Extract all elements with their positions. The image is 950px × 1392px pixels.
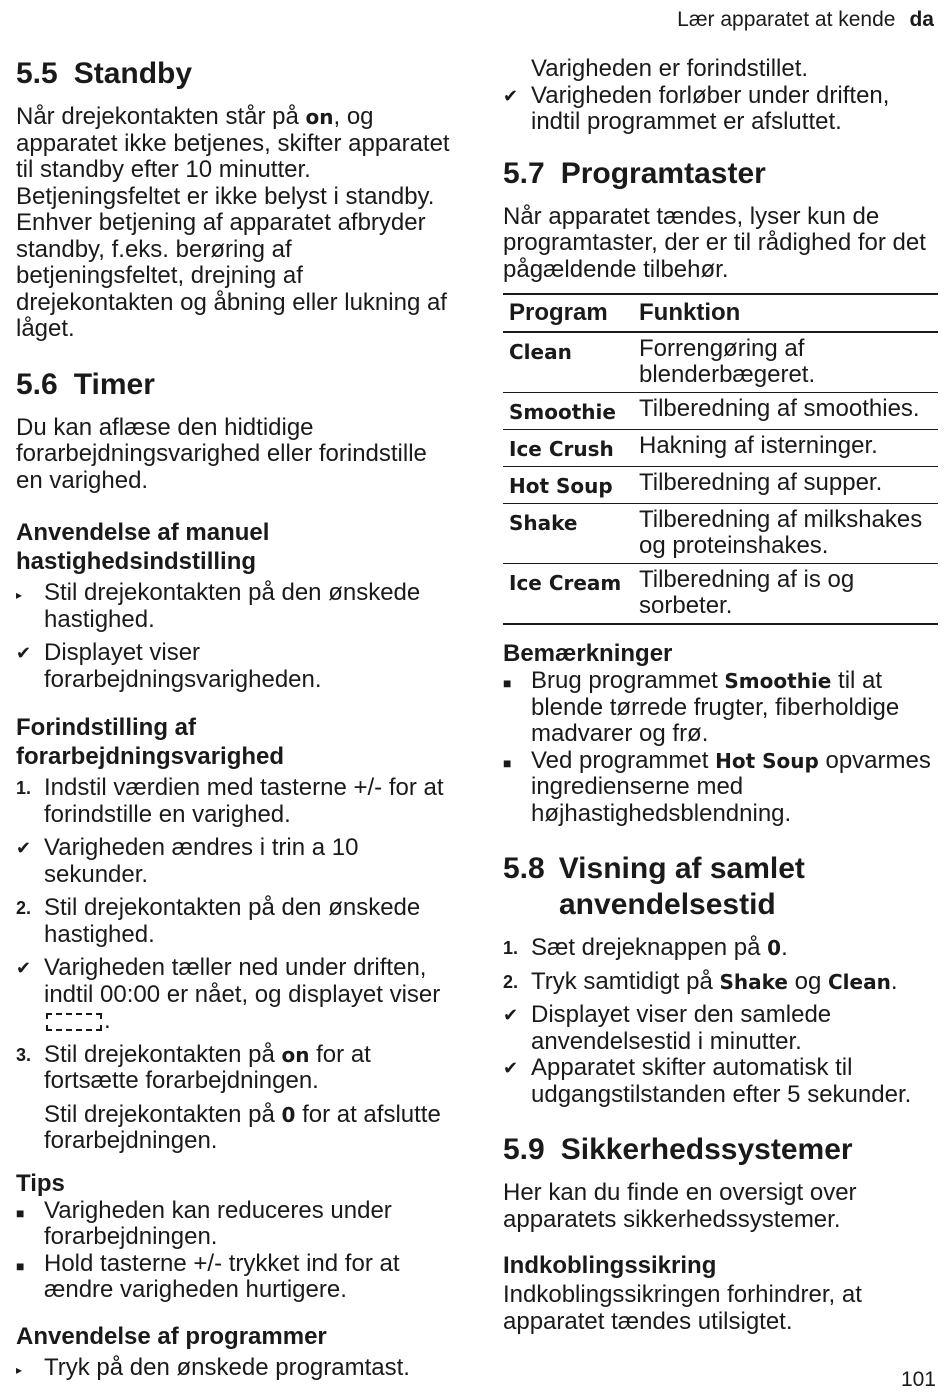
list-item: 2. Stil drejekontakten på den ønskede hastighed. — [16, 894, 421, 948]
list-item: ■ Hold tasterne +/- trykket ind for at ændre varigheden hurtigere. — [16, 1249, 400, 1303]
check-icon: ✔ — [16, 643, 32, 663]
power-on-lock-body: Indkoblingssikringen forhindrer, at apparatet tændes utilsigtet. — [503, 1281, 862, 1335]
bullet-icon: ■ — [16, 1257, 25, 1274]
bullet-icon: ■ — [503, 675, 512, 691]
preset-duration-heading: Forindstilling af forarbejdningsvarighed — [16, 714, 285, 770]
column-header-function: Funktion — [633, 294, 938, 332]
step-marker-icon: ▸ — [16, 588, 23, 602]
section-5-7-intro: Når apparatet tændes, lyser kun de programtaster, der er til rådighed for det pågældende tilbehør. — [503, 202, 926, 283]
table-row: Hot Soup Tilberedning af supper. — [503, 467, 938, 504]
page-header — [677, 8, 934, 32]
list-item: ■ Varigheden kan reduceres under forarbejdningen. — [16, 1196, 392, 1250]
list-item: ■ Ved programmet Hot Soup opvarmes ingredienserne med højhastighedsblendning. — [503, 746, 931, 827]
header-section-title: Lær apparatet at kende — [677, 8, 896, 31]
section-5-9-intro: Her kan du finde en oversigt over apparatets sikkerhedssystemer. — [503, 1179, 857, 1233]
header-language-code: da — [909, 8, 934, 31]
list-item: ✔ Varigheden tæller ned under driften, indtil 00:00 er nået, og displayet viser . — [16, 954, 441, 1034]
table-row: Shake Tilberedning af milkshakes og proteinshakes. — [503, 504, 938, 564]
table-row: Clean Forrengøring af blenderbægeret. — [503, 332, 938, 393]
column-header-program: Program — [503, 294, 633, 332]
list-item: 3. Stil drejekontakten på on for at fortsætte forarbejdningen. Stil drejekontakten på 0 for at afslutte forarbejdningen. — [16, 1040, 441, 1154]
list-item: ✔ Varigheden forløber under driften, indtil programmet er afsluttet. — [503, 81, 890, 135]
notes-heading: Bemærkninger — [503, 640, 673, 667]
list-item: ▸ Tryk på den ønskede programtast. — [16, 1355, 452, 1382]
section-5-7-heading: 5.7 Programtaster — [503, 156, 766, 190]
list-item: 2. Tryk samtidigt på Shake og Clean. — [503, 967, 898, 995]
list-item: 1. Indstil værdien med tasterne +/- for at forindstille en varighed. — [16, 774, 444, 828]
step-marker-icon: ▸ — [16, 1362, 23, 1377]
list-item: ✔ Apparatet skifter automatisk til udgangstilstanden efter 5 sekunder. — [503, 1054, 912, 1108]
tips-list — [16, 1198, 452, 1304]
list-item: Varigheden er forindstillet. — [531, 55, 809, 82]
check-icon: ✔ — [16, 838, 32, 858]
section-5-5-body: Når drejekontakten står på on, og apparatet ikke betjenes, skifter apparatet til standby efter 10 minutter. Betjeningsfeltet er ikke belyst i standby. Enhver betjening af apparatet afbryder standby, f.eks. berøring af betjeningsfeltet, drejning af drejekontakten og åbning eller lukning af låget. — [16, 103, 450, 342]
section-5-9-heading: 5.9 Sikkerhedssystemer — [503, 1133, 853, 1166]
programs-usage-results — [503, 56, 938, 136]
page-number: 101 — [900, 1368, 936, 1391]
section-5-5-heading: 5.5 Standby — [16, 57, 193, 90]
tips-heading: Tips — [16, 1169, 65, 1197]
table-row: Ice Cream Tilberedning af is og sorbeter. — [503, 564, 938, 625]
list-item: ■ Brug programmet Smoothie til at blende tørrede frugter, fiberholdige madvarer og frø. — [503, 667, 900, 747]
table-header-row — [503, 294, 938, 332]
left-column — [16, 56, 452, 1388]
list-item: ✔ Varigheden ændres i trin a 10 sekunder. — [16, 834, 359, 888]
check-icon: ✔ — [16, 958, 32, 978]
right-column — [503, 56, 938, 1359]
check-icon: ✔ — [503, 85, 519, 106]
check-icon: ✔ — [503, 1005, 519, 1025]
section-5-8-steps — [503, 935, 938, 1108]
table-row: Smoothie Tilberedning af smoothies. — [503, 393, 938, 430]
notes-list — [503, 668, 938, 827]
blank-display-icon — [46, 1013, 102, 1031]
list-item: ✔ Displayet viser forarbejdningsvarigheden. — [16, 639, 322, 693]
bullet-icon: ■ — [16, 1204, 25, 1221]
list-item: 1. Sæt drejeknappen på 0. — [503, 934, 788, 961]
manual-speed-heading: Anvendelse af manuel hastighedsindstilling — [16, 519, 270, 575]
list-item: ▸ Stil drejekontakten på den ønskede hastighed. — [16, 579, 421, 633]
manual-speed-steps — [16, 580, 452, 693]
section-5-6-heading: 5.6 Timer — [16, 367, 155, 401]
bullet-icon: ■ — [503, 754, 512, 771]
on-key-label: on — [305, 105, 334, 129]
power-on-lock-heading: Indkoblingssikring — [503, 1252, 717, 1279]
preset-duration-steps — [16, 775, 452, 1155]
programs-usage-heading: Anvendelse af programmer — [16, 1322, 327, 1350]
programs-usage-steps — [16, 1355, 452, 1382]
section-5-8-heading: 5.8 Visning af samlet anvendelsestid — [503, 852, 805, 921]
program-table — [503, 293, 938, 625]
check-icon: ✔ — [503, 1058, 519, 1078]
section-5-6-intro: Du kan aflæse den hidtidige forarbejdningsvarighed eller forindstille en varighed. — [16, 413, 427, 494]
table-row: Ice Crush Hakning af isterninger. — [503, 430, 938, 467]
list-item: ✔ Displayet viser den samlede anvendelsestid i minutter. — [503, 1001, 832, 1055]
